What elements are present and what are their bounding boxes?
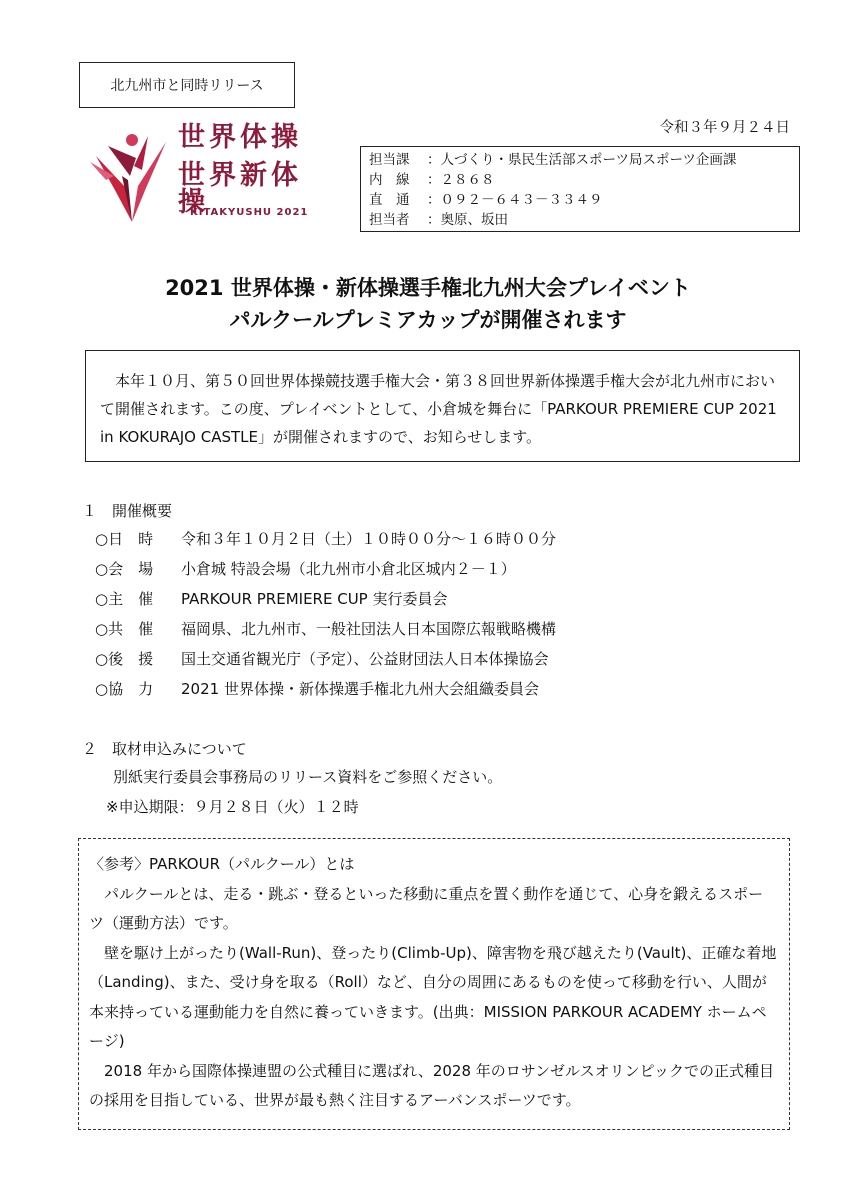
overview-item — [95, 648, 549, 669]
overview-item-value: 小倉城 特設会場（北九州市小倉北区城内２－１） — [181, 560, 516, 578]
logo-title-line1: 世界体操 — [178, 122, 302, 153]
overview-item — [95, 678, 539, 699]
reference-para2: 壁を駆け上がったり(Wall-Run)、登ったり(Climb-Up)、障害物を飛び越えたり(Vault)、正確な着地（Landing)、また、受け身を取る（Roll）など、自分の周囲にあるものを使って移動を行い、人間が本来持っている運動能力を自然に養っていきます。(出典：MISSION PARKOUR ACADEMY ホームページ) — [89, 943, 777, 1050]
contact-ext-value: ：２８６８ — [427, 172, 495, 188]
contact-person-key: 担当者 — [369, 212, 410, 228]
page-title-line2: パルクールプレミアカップが開催されます — [229, 308, 627, 332]
reference-para3: 2018 年から国際体操連盟の公式種目に選ばれ、2028 年のロサンゼルスオリンピックでの正式種目の採用を目指している、世界が最も熱く注目するアーバンスポーツです。 — [89, 1061, 774, 1109]
release-label: 北九州市と同時リリース — [79, 62, 295, 108]
overview-item-value: 国土交通省観光庁（予定）、公益財団法人日本体操協会 — [181, 650, 549, 668]
overview-item-label: ○会 場 — [95, 560, 154, 578]
contact-box — [360, 146, 800, 232]
overview-item-value: PARKOUR PREMIERE CUP 実行委員会 — [181, 590, 448, 608]
reference-box — [78, 838, 790, 1130]
overview-item-value: 2021 世界体操・新体操選手権北九州大会組織委員会 — [181, 680, 539, 698]
gymnast-emblem-icon — [86, 118, 176, 226]
section1-heading: １ 開催概要 — [82, 502, 173, 520]
contact-section-key: 担当課 — [369, 152, 410, 168]
intro-text: 本年１０月、第５０回世界体操競技選手権大会・第３８回世界新体操選手権大会が北九州市において開催されます。この度、プレイベントとして、小倉城を舞台に「PARKOUR PREMIERE CUP 2021 in KOKURAJO CASTLE」が開催されますので、お知らせします。 — [100, 372, 777, 446]
section2-heading: ２ 取材申込みについて — [82, 740, 247, 758]
overview-item — [95, 618, 556, 639]
overview-item-value: 福岡県、北九州市、一般社団法人日本国際広報戦略機構 — [181, 620, 557, 638]
overview-item-label: ○協 力 — [95, 680, 154, 698]
contact-ext-key: 内 線 — [369, 172, 410, 188]
overview-item — [95, 558, 516, 579]
event-logo — [86, 118, 330, 230]
section2-deadline: ※申込期限：９月２８日（火）１２時 — [106, 798, 359, 816]
reference-heading: 〈参考〉PARKOUR（パルクール）とは — [89, 855, 355, 873]
reference-para1: パルクールとは、走る・跳ぶ・登るといった移動に重点を置く動作を通じて、心身を鍛えるスポーツ（運動方法）です。 — [89, 884, 764, 932]
overview-item-label: ○主 催 — [95, 590, 154, 608]
contact-person-value: ：奥原、坂田 — [427, 212, 508, 228]
page-title-line1: 2021 世界体操・新体操選手権北九州大会プレイベント — [165, 276, 691, 300]
logo-title-line2: 世界新体操 — [178, 160, 302, 218]
section2-line1: 別紙実行委員会事務局のリリース資料をご参照ください。 — [113, 768, 503, 786]
overview-item — [95, 528, 556, 549]
logo-subtitle: KITAKYUSHU 2021 — [190, 207, 309, 218]
contact-direct-key: 直 通 — [369, 192, 410, 208]
contact-section-value: ：人づくり・県民生活部スポーツ局スポーツ企画課 — [427, 152, 737, 168]
contact-direct-value: ：０９２－６４３－３３４９ — [427, 192, 603, 208]
overview-item-value: 令和３年１０月２日（土）１０時００分～１６時００分 — [181, 530, 557, 548]
release-date: 令和３年９月２４日 — [659, 120, 790, 136]
overview-item-label: ○日 時 — [95, 530, 154, 548]
intro-box — [85, 350, 800, 462]
overview-item — [95, 588, 448, 609]
overview-item-label: ○後 援 — [95, 650, 154, 668]
overview-item-label: ○共 催 — [95, 620, 154, 638]
